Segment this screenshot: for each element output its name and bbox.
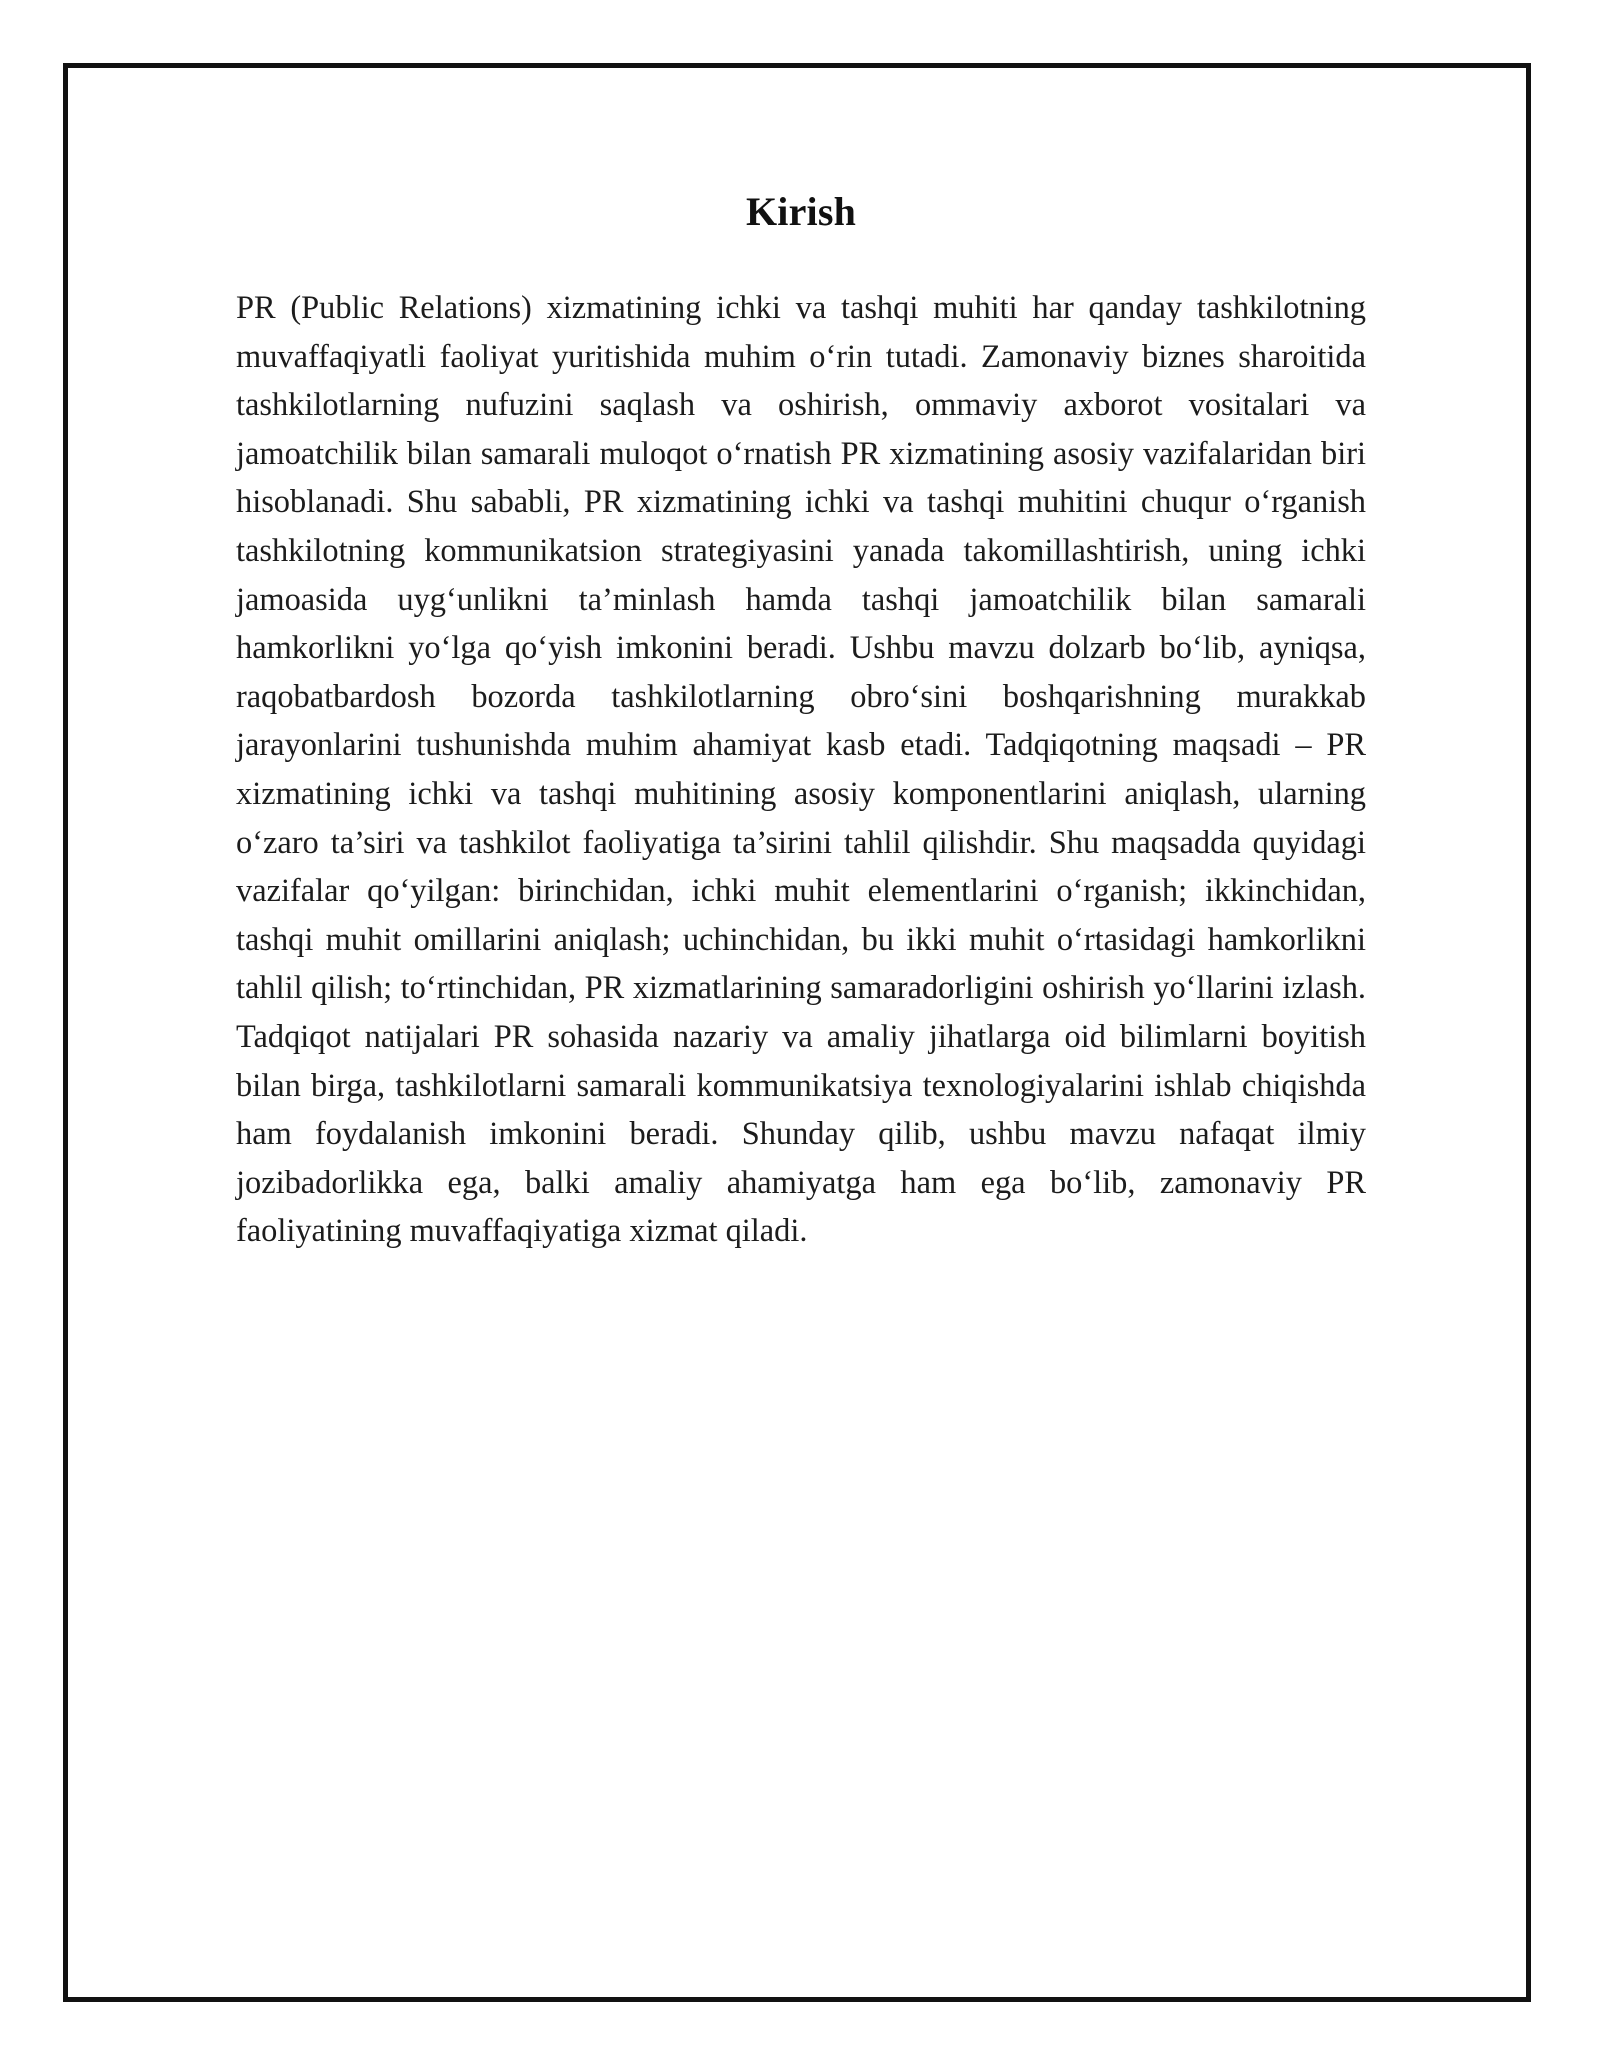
- page-title: Kirish: [745, 189, 857, 234]
- page-content: [236, 186, 1366, 1256]
- body-paragraph: PR (Public Relations) xizmatining ichki va tashqi muhiti har qanday tashkilotning muvaffaqiyatli faoliyat yuritishida muhim o‘rin tutadi. Zamonaviy biznes sharoitida tashkilotlarning nufuzini saqlash va oshirish, ommaviy axborot vositalari va jamoatchilik bilan samarali muloqot o‘rnatish PR xizmatining asosiy vazifalaridan biri hisoblanadi. Shu sababli, PR xizmatining ichki va tashqi muhitini chuqur o‘rganish tashkilotning kommunikatsion strategiyasini yanada takomillashtirish, uning ichki jamoasida uyg‘unlikni ta’minlash hamda tashqi jamoatchilik bilan samarali hamkorlikni yo‘lga qo‘yish imkonini beradi. Ushbu mavzu dolzarb bo‘lib, ayniqsa, raqobatbardosh bozorda tashkilotlarning obro‘sini boshqarishning murakkab jarayonlarini tushunishda muhim ahamiyat kasb etadi. Tadqiqotning maqsadi – PR xizmatining ichki va tashqi muhitining asosiy komponentlarini aniqlash, ularning o‘zaro ta’siri va tashkilot faoliyatiga ta’sirini tahlil qilishdir. Shu maqsadda quyidagi vazifalar qo‘yilgan: birinchidan, ichki muhit elementlarini o‘rganish; ikkinchidan, tashqi muhit omillarini aniqlash; uchinchidan, bu ikki muhit o‘rtasidagi hamkorlikni tahlil qilish; to‘rtinchidan, PR xizmatlarining samaradorligini oshirish yo‘llarini izlash. Tadqiqot natijalari PR sohasida nazariy va amaliy jihatlarga oid bilimlarni boyitish bilan birga, tashkilotlarni samarali kommunikatsiya texnologiyalarini ishlab chiqishda ham foydalanish imkonini beradi. Shunday qilib, ushbu mavzu nafaqat ilmiy jozibadorlikka ega, balki amaliy ahamiyatga ham ega bo‘lib, zamonaviy PR faoliyatining muvaffaqiyatiga xizmat qiladi.: [236, 290, 1366, 1250]
